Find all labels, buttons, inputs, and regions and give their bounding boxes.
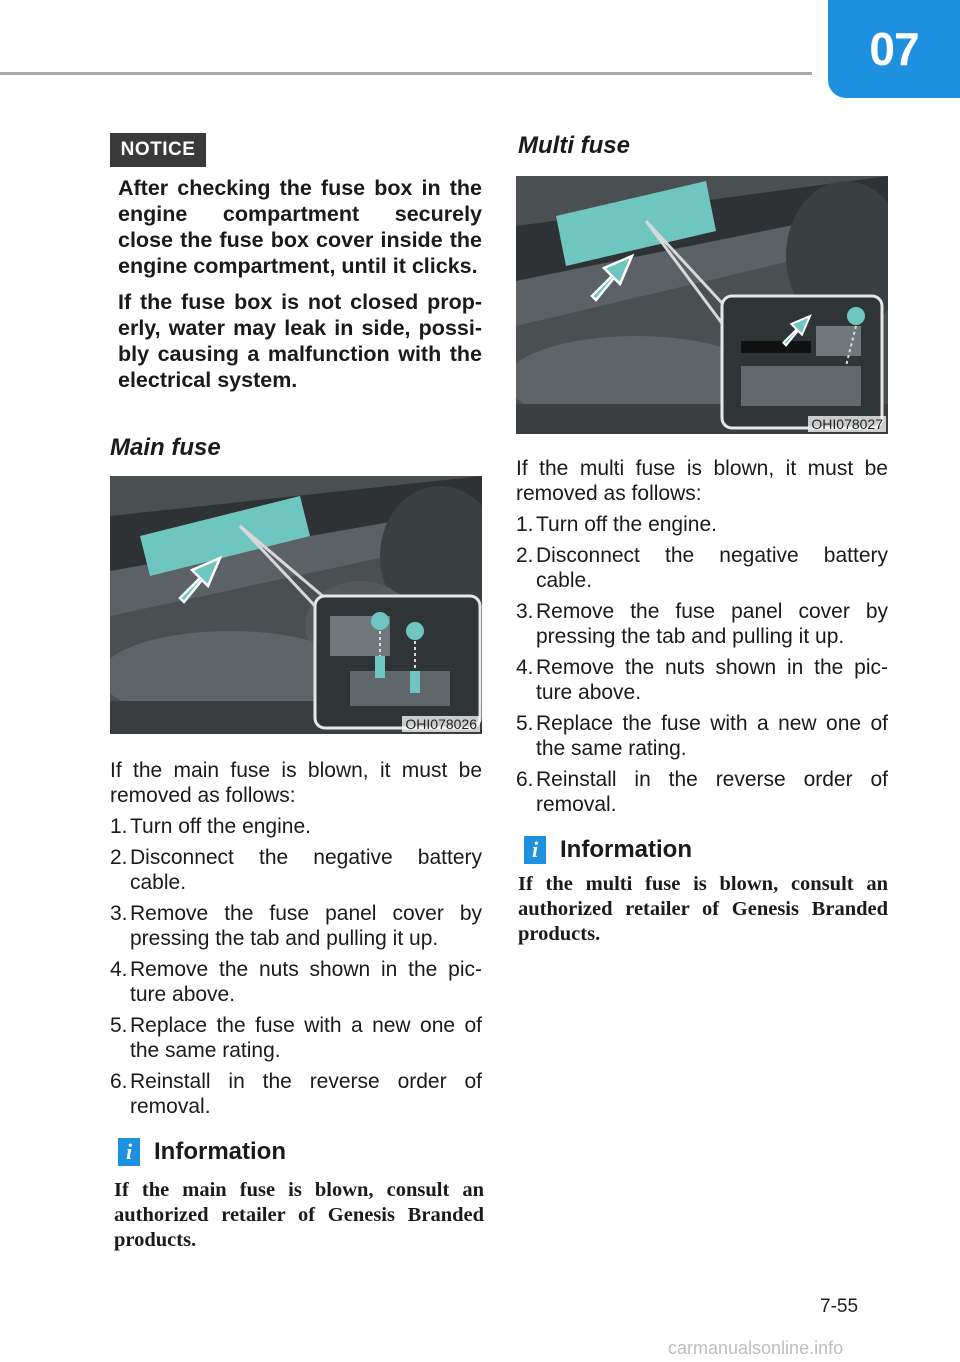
watermark: carmanualsonline.info xyxy=(668,1338,844,1358)
multi-fuse-image-code: OHI078027 xyxy=(808,416,886,432)
multi-fuse-steps xyxy=(516,512,888,817)
list-item: 4. Remove the nuts shown in the pic-ture above. xyxy=(110,958,482,1006)
list-item: 5. Replace the fuse with a new one of the same rating. xyxy=(516,712,888,760)
info-title: Information xyxy=(154,1138,286,1165)
page-number: 7-55 xyxy=(820,1296,859,1317)
chapter-number: 07 xyxy=(869,23,919,75)
list-item: 6. Reinstall in the reverse order of removal. xyxy=(110,1070,482,1118)
main-fuse-title: Main fuse xyxy=(110,434,221,461)
main-fuse-image-code: OHI078026 xyxy=(402,716,480,732)
notice-text xyxy=(118,175,482,403)
main-fuse-info-text: If the main fuse is blown, consult an authorized retailer of Genesis Branded products. xyxy=(114,1179,484,1251)
main-fuse-info-heading xyxy=(118,1138,286,1166)
header-rule xyxy=(0,72,812,75)
info-icon: i xyxy=(524,836,546,864)
chapter-tab xyxy=(828,0,960,98)
main-fuse-intro: If the main fuse is blown, it must be removed as follows: xyxy=(110,759,482,807)
notice-badge: NOTICE xyxy=(110,133,206,167)
arrow-icon xyxy=(172,546,232,606)
arrow-icon xyxy=(778,308,818,348)
list-item: 6. Reinstall in the reverse order of removal. xyxy=(516,768,888,816)
multi-fuse-intro: If the multi fuse is blown, it must be removed as follows: xyxy=(516,457,888,505)
info-title: Information xyxy=(560,836,692,863)
notice-paragraph: After checking the fuse box in the engine compartment securely close the fuse box cover inside the engine compartment, until it clicks. xyxy=(118,176,482,278)
main-fuse-photo xyxy=(110,476,482,734)
list-item: 3. Remove the fuse panel cover by pressing the tab and pulling it up. xyxy=(110,902,482,950)
main-fuse-procedure xyxy=(110,758,482,1125)
list-item: 2. Disconnect the negative battery cable. xyxy=(516,544,888,592)
arrow-icon xyxy=(584,244,644,304)
multi-fuse-info-heading xyxy=(524,836,692,864)
notice-paragraph: If the fuse box is not closed prop-erly, water may leak in side, possi-bly causing a malfunction with the electrical system. xyxy=(118,290,482,392)
list-item: 5. Replace the fuse with a new one of the same rating. xyxy=(110,1014,482,1062)
list-item: 2. Disconnect the negative battery cable. xyxy=(110,846,482,894)
list-item: 3. Remove the fuse panel cover by pressing the tab and pulling it up. xyxy=(516,600,888,648)
info-icon: i xyxy=(118,1138,140,1166)
multi-fuse-title: Multi fuse xyxy=(518,132,630,159)
list-item: 1. Turn off the engine. xyxy=(516,513,717,536)
multi-fuse-info-text: If the multi fuse is blown, consult an authorized retailer of Genesis Branded products. xyxy=(518,873,888,945)
list-item: 1. Turn off the engine. xyxy=(110,815,311,838)
list-item: 4. Remove the nuts shown in the pic-ture above. xyxy=(516,656,888,704)
multi-fuse-photo xyxy=(516,176,888,434)
main-fuse-steps xyxy=(110,814,482,1119)
multi-fuse-procedure xyxy=(516,456,888,823)
